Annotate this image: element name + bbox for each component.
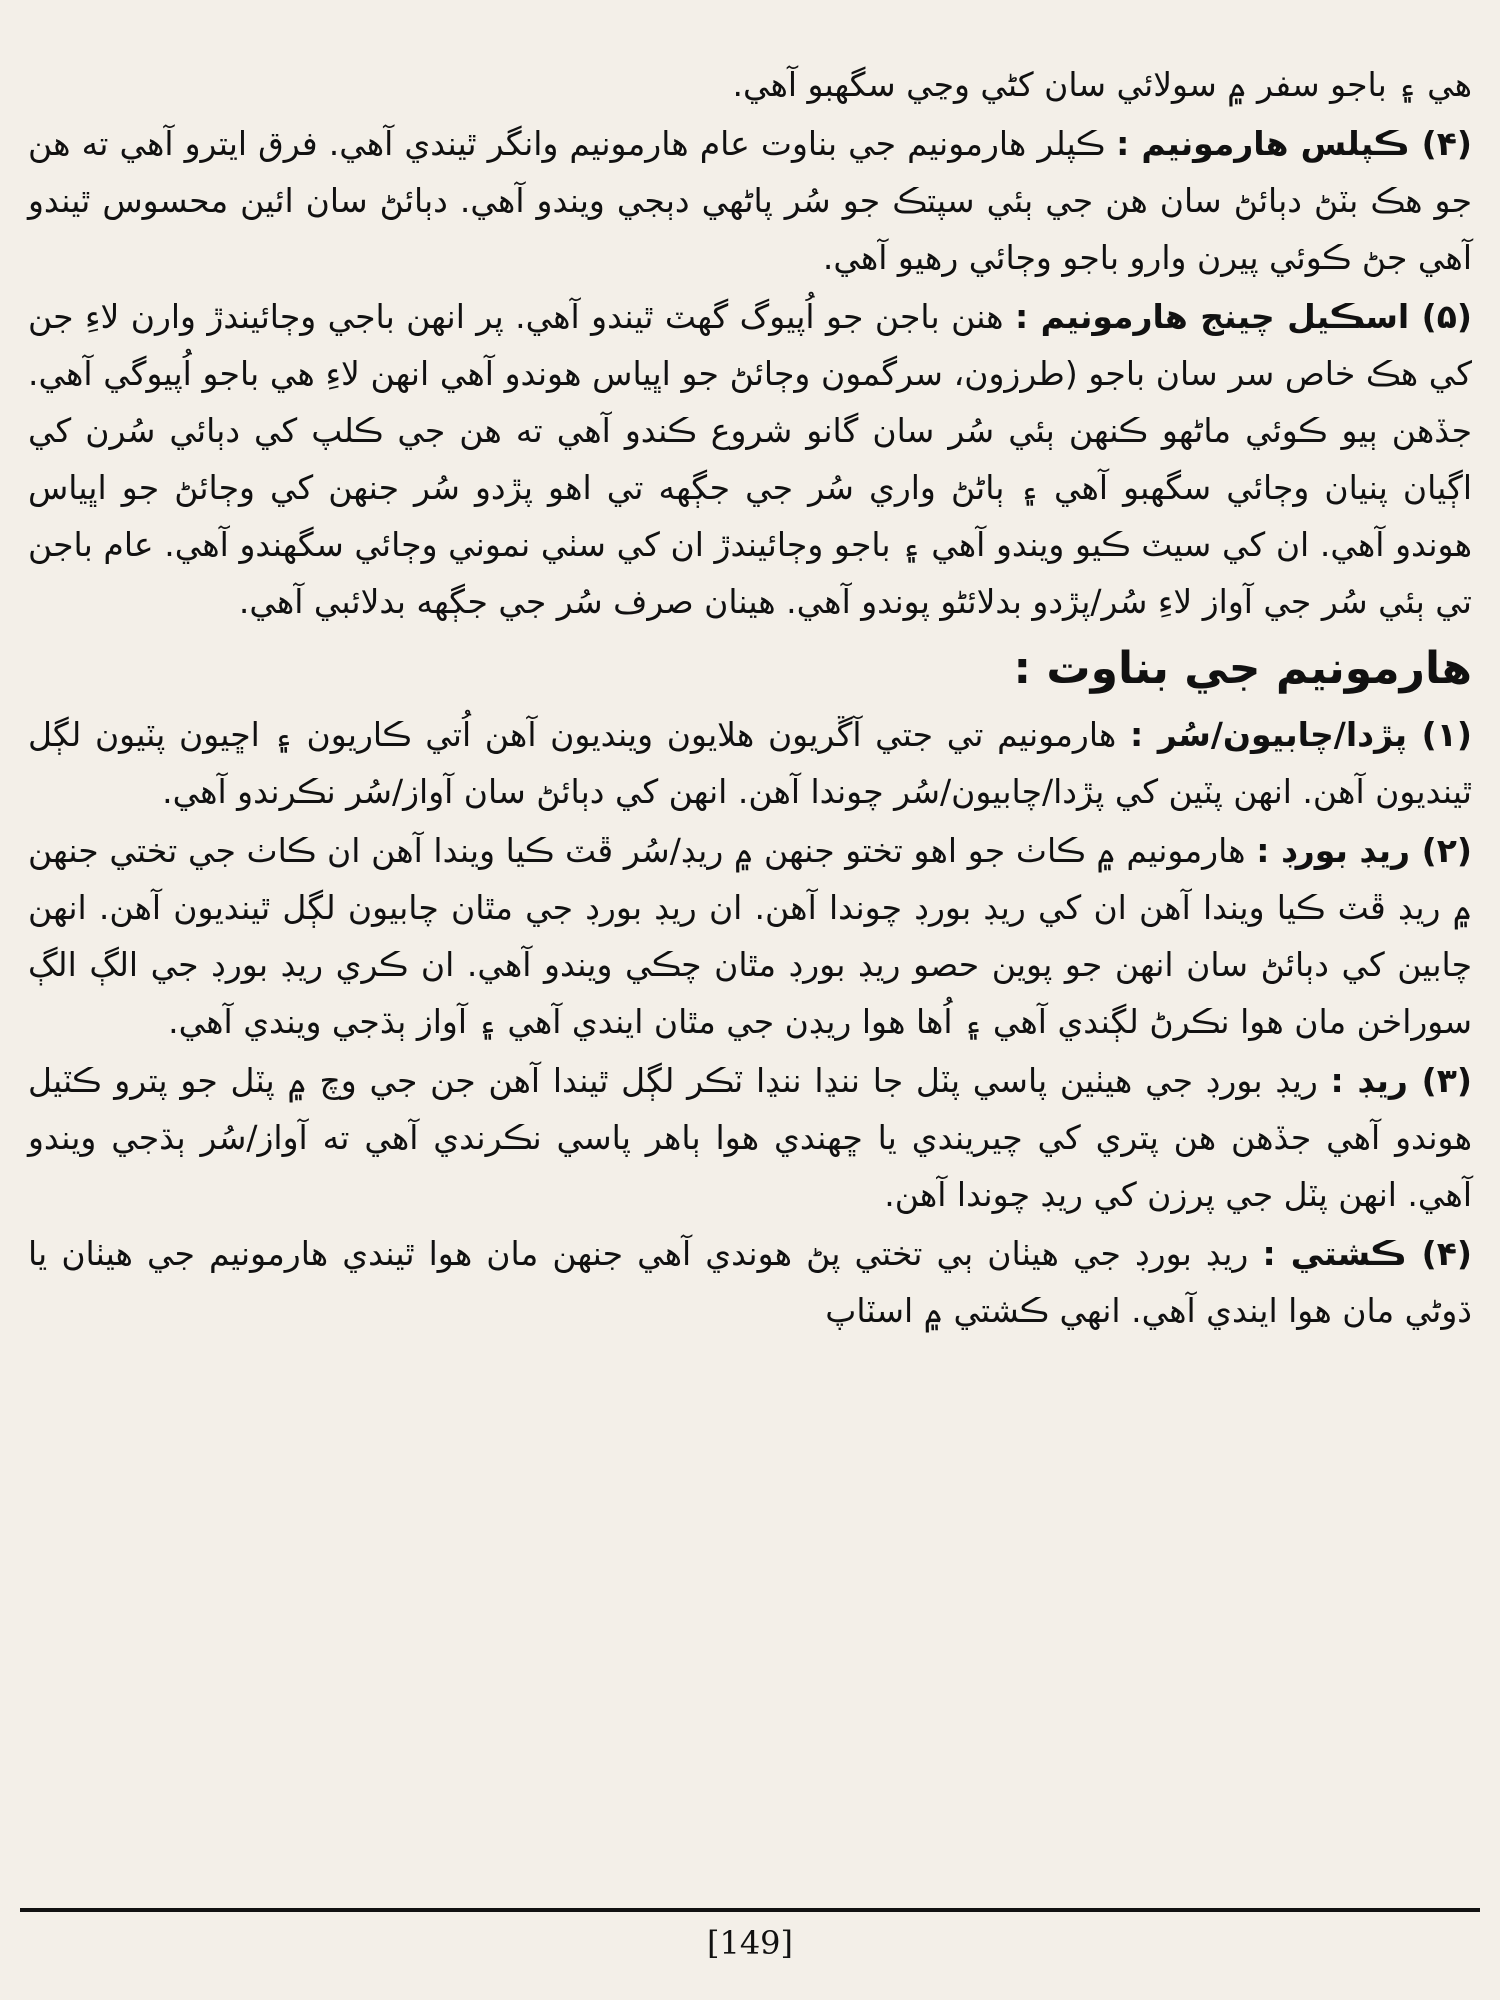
paragraph-kashti: (۴) ڪشتي : ريڊ بورڊ جي هيٺان ٻي تختي پڻ هوندي آهي جنهن مان هوا ٿيندي هارمونيم جي هيٺان يا ڌوڻي مان هوا ايندي آهي. انهي ڪشتي ۾ اسٽاپ: [28, 1234, 1472, 1330]
paragraph-heading: (۱) پڙدا/چابيون/سُر :: [1129, 715, 1473, 754]
paragraph: هي ۽ باجو سفر ۾ سولائي سان کڻي وڃي سگهبو آهي.: [732, 65, 1472, 104]
paragraph-couplers-harmonium: (۴) ڪپلس هارمونيم : ڪپلر هارمونيم جي بناوت عام هارمونيم وانگر ٿيندي آهي. فرق ايترو آهي ته هن جو هڪ بٽڻ دٻائڻ سان هن جي ٻئي سپتڪ جو سُر پاڻهي دٻجي ويندو آهي. دٻائڻ سان ائين محسوس ٿيندو آهي جڻ ڪوئي پيرن وارو باجو وڄائي رهيو آهي.: [28, 124, 1472, 277]
paragraph-scale-change-harmonium: (۵) اسڪيل چينج هارمونيم : هنن باجن جو اُپيوگ گهٽ ٿيندو آهي. پر انهن باجي وڄائيندڙ وارن لاءِ جن کي هڪ خاص سر سان باجو (طرزون، سرگمون وڄائڻ جو اڀياس هوندو آهي انهن لاءِ هي باجو اُپيوگي آهي. جڏهن ٻيو ڪوئي ماڻهو ڪنهن ٻئي سُر سان گانو شروع ڪندو آهي ته هن جي ڪلپ کي دٻائي سُرن کي اڳيان پنيان وڄائي سگهبو آهي ۽ ٻاڻڻ واري سُر جي جڳهه تي اهو پڙدو سُر جنهن کي وڄائڻ جو اڀياس هوندو آهي. ان کي سيٽ ڪيو ويندو آهي ۽ باجو وڄائيندڙ ان کي سٺي نموني وڄائي سگهندو آهي. عام باجن تي ٻئي سُر جي آواز لاءِ سُر/پڙدو بدلائڻو پوندو آهي. هينان صرف سُر جي جڳهه بدلائبي آهي.: [28, 297, 1472, 621]
text-block-top: [28, 56, 1472, 630]
paragraph-heading: (۳) ريڊ :: [1330, 1061, 1472, 1100]
footer-divider: [20, 1908, 1480, 1912]
document-page: [28, 56, 1472, 1916]
paragraph-keys: (۱) پڙدا/چابيون/سُر : هارمونيم تي جتي آڱريون هلايون وينديون آهن اُتي ڪاريون ۽ اڇيون پٽيون لڳل ٿينديون آهن. انهن پٽين کي پڙدا/چابيون/سُر چوندا آهن. انهن کي دٻائڻ سان آواز/سُر نڪرندو آهي.: [28, 715, 1473, 811]
section-heading: هارمونيم جي بناوت :: [1013, 643, 1472, 694]
page-number: [149]: [706, 1924, 794, 1962]
paragraph-reed: (۳) ريڊ : ريڊ بورڊ جي هيٺين پاسي پٽل جا ننڍا ننڍا ٽڪر لڳل ٿيندا آهن جن جي وچ ۾ پٽل جو پترو ڪٽيل هوندو آهي جڏهن هن پتري کي چيريندي يا ڇهندي هوا ٻاهر پاسي نڪرندي آهي ته آواز/سُر ٻڌجي ويندو آهي. انهن پٽل جي پرزن کي ريڊ چوندا آهن.: [28, 1061, 1472, 1214]
paragraph-heading: (۲) ريڊ بورڊ :: [1256, 831, 1472, 870]
paragraph-heading: (۵) اسڪيل چينج هارمونيم :: [1015, 297, 1472, 336]
paragraph-heading: (۴) ڪشتي :: [1262, 1234, 1472, 1273]
text-block-bottom: [28, 706, 1472, 1339]
paragraph-reed-board: (۲) ريڊ بورڊ : هارمونيم ۾ ڪاٺ جو اهو تختو جنهن ۾ ريڊ/سُر ڦٽ ڪيا ويندا آهن ان ڪاٺ جي تختي جنهن ۾ ريڊ ڦٽ ڪيا ويندا آهن ان کي ريڊ بورڊ چوندا آهن. ان ريڊ بورڊ جي مٿان چابيون لڳل ٿينديون آهن. انهن چابين کي دٻائڻ سان انهن جو پوين حصو ريڊ بورڊ مٿان چڪي ويندو آهي. ان ڪري ريڊ بورڊ جي الڳ الڳ سوراخن مان هوا نڪرڻ لڳندي آهي ۽ اُها هوا ريڊن جي مٿان ايندي آهي ۽ آواز ٻڌجي ويندي آهي.: [28, 831, 1472, 1041]
paragraph-heading: (۴) ڪپلس هارمونيم :: [1116, 124, 1472, 163]
